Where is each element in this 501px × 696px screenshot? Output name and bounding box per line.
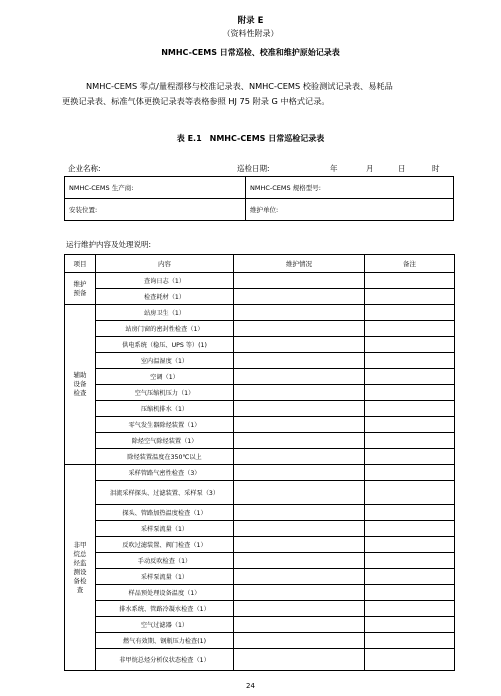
table-row	[65, 417, 455, 433]
table-row	[65, 601, 455, 617]
table-row	[65, 585, 455, 601]
appendix-label: 附录 E	[237, 16, 264, 26]
content-cell: 空气过滤器（1）	[96, 617, 234, 633]
remark-cell[interactable]	[365, 601, 455, 617]
date-hour: 时	[432, 164, 440, 173]
content-cell: 站房卫生（1）	[96, 305, 234, 321]
table-row	[65, 617, 455, 633]
content-cell: 站房门窗的密封性检查（1）	[96, 321, 234, 337]
intro-line-2: 更换记录表、标准气体更换记录表等表格参照 HJ 75 附录 G 中格式记录。	[62, 96, 330, 106]
remark-cell[interactable]	[365, 505, 455, 521]
table-row	[65, 505, 455, 521]
status-cell[interactable]	[234, 321, 365, 337]
table-row	[65, 569, 455, 585]
status-cell[interactable]	[234, 521, 365, 537]
content-cell: 空调（1）	[96, 369, 234, 385]
remark-cell[interactable]	[365, 417, 455, 433]
content-cell: 除烃空气除烃装置（1）	[96, 433, 234, 449]
manufacturer-cell[interactable]	[65, 177, 246, 199]
table-row	[65, 553, 455, 569]
table-row	[65, 521, 455, 537]
category-cell: 非甲 烷总 烃监 测设 备检 查	[65, 465, 96, 671]
inspection-table	[64, 254, 455, 671]
location-label: 安装位置:	[69, 206, 98, 214]
content-cell: 采样管路气密性检查（3）	[96, 465, 234, 481]
content-cell: 采样泵流量（1）	[96, 521, 234, 537]
table-row	[65, 537, 455, 553]
remark-cell[interactable]	[365, 273, 455, 289]
equipment-info-table	[64, 176, 454, 221]
status-cell[interactable]	[234, 633, 365, 649]
table-row	[65, 449, 455, 465]
maintainer-cell[interactable]	[246, 199, 454, 221]
table-row	[65, 369, 455, 385]
status-cell[interactable]	[234, 273, 365, 289]
remark-cell[interactable]	[365, 401, 455, 417]
category-cell: 辅助 设备 检查	[65, 305, 96, 465]
remark-cell[interactable]	[365, 465, 455, 481]
remark-cell[interactable]	[365, 481, 455, 505]
status-cell[interactable]	[234, 569, 365, 585]
remark-cell[interactable]	[365, 369, 455, 385]
column-header-content: 内容	[96, 255, 234, 273]
remark-cell[interactable]	[365, 321, 455, 337]
remark-cell[interactable]	[365, 353, 455, 369]
status-cell[interactable]	[234, 617, 365, 633]
content-cell: 采样泵流量（1）	[96, 569, 234, 585]
content-cell: 空气压缩机压力（1）	[96, 385, 234, 401]
intro-line-1: NMHC-CEMS 零点/量程漂移与校准记录表、NMHC-CEMS 校验测试记录表、易耗品	[86, 81, 393, 91]
status-cell[interactable]	[234, 369, 365, 385]
table-row	[65, 353, 455, 369]
column-header-remark: 备注	[365, 255, 455, 273]
content-cell: 燃气有效期、钢瓶压力检查(1)	[96, 633, 234, 649]
status-cell[interactable]	[234, 505, 365, 521]
content-cell: 零气发生器除烃装置（1）	[96, 417, 234, 433]
company-name-label: 企业名称:	[68, 164, 101, 173]
status-cell[interactable]	[234, 433, 365, 449]
table-row	[65, 633, 455, 649]
appendix-nature: （资料性附录）	[222, 29, 279, 38]
content-cell: 样品预处理设备温度（1）	[96, 585, 234, 601]
remark-cell[interactable]	[365, 649, 455, 671]
column-header-status: 维护情况	[234, 255, 365, 273]
table-row	[65, 465, 455, 481]
table-header-row	[65, 255, 455, 273]
date-day: 日	[398, 164, 406, 173]
content-cell: 查询日志（1）	[96, 273, 234, 289]
page-number: 24	[246, 682, 255, 690]
content-cell: 除烃装置温度在350℃以上	[96, 449, 234, 465]
table-row	[65, 649, 455, 671]
status-cell[interactable]	[234, 305, 365, 321]
remark-cell[interactable]	[365, 305, 455, 321]
content-cell: 供电系统（稳压、UPS 等）(1)	[96, 337, 234, 353]
status-cell[interactable]	[234, 353, 365, 369]
table-row	[65, 385, 455, 401]
remark-cell[interactable]	[365, 385, 455, 401]
content-cell: 探头、管路加热温度检查（1）	[96, 505, 234, 521]
status-cell[interactable]	[234, 385, 365, 401]
model-cell[interactable]	[246, 177, 454, 199]
content-cell: 压缩机排水（1）	[96, 401, 234, 417]
appendix-title: NMHC-CEMS 日常巡检、校准和维护原始记录表	[161, 48, 340, 57]
status-cell[interactable]	[234, 585, 365, 601]
status-cell[interactable]	[234, 537, 365, 553]
table-row	[65, 481, 455, 505]
remark-cell[interactable]	[365, 521, 455, 537]
remark-cell[interactable]	[365, 289, 455, 305]
remark-cell[interactable]	[365, 553, 455, 569]
status-cell[interactable]	[234, 601, 365, 617]
remark-cell[interactable]	[365, 633, 455, 649]
table-row	[65, 305, 455, 321]
table-row	[65, 321, 455, 337]
table-row	[65, 337, 455, 353]
remark-cell[interactable]	[365, 585, 455, 601]
table-caption: 表 E.1 NMHC-CEMS 日常巡检记录表	[176, 134, 325, 143]
location-cell[interactable]	[65, 199, 246, 221]
table-row	[65, 289, 455, 305]
status-cell[interactable]	[234, 481, 365, 505]
table-row	[65, 273, 455, 289]
date-year: 年	[330, 164, 338, 173]
status-cell[interactable]	[234, 417, 365, 433]
status-cell[interactable]	[234, 649, 365, 671]
remark-cell[interactable]	[365, 569, 455, 585]
maintainer-label: 维护单位:	[250, 206, 279, 214]
status-cell[interactable]	[234, 449, 365, 465]
table-row	[65, 433, 455, 449]
remark-cell[interactable]	[365, 449, 455, 465]
manufacturer-label: NMHC-CEMS 生产商:	[69, 184, 134, 192]
content-cell: 反吹过滤装置、阀门检查（1）	[96, 537, 234, 553]
status-cell[interactable]	[234, 553, 365, 569]
status-cell[interactable]	[234, 289, 365, 305]
remark-cell[interactable]	[365, 433, 455, 449]
date-month: 月	[366, 164, 374, 173]
content-cell: 手动反吹检查（1）	[96, 553, 234, 569]
remark-cell[interactable]	[365, 617, 455, 633]
content-cell: 检查耗材（1）	[96, 289, 234, 305]
remark-cell[interactable]	[365, 337, 455, 353]
inspection-date-label: 巡检日期:	[237, 164, 270, 173]
model-label: NMHC-CEMS 规格型号:	[250, 184, 321, 192]
remark-cell[interactable]	[365, 537, 455, 553]
operations-label: 运行维护内容及处理说明:	[66, 240, 152, 249]
content-cell: 非甲烷总烃分析仪状态检查（1）	[96, 649, 234, 671]
table-row	[65, 401, 455, 417]
content-cell: 排水系统、管路冷凝水检查（1）	[96, 601, 234, 617]
content-cell: 室内温湿度（1）	[96, 353, 234, 369]
category-cell: 维护 预备	[65, 273, 96, 305]
column-header-item: 项目	[65, 255, 96, 273]
status-cell[interactable]	[234, 401, 365, 417]
status-cell[interactable]	[234, 465, 365, 481]
status-cell[interactable]	[234, 337, 365, 353]
content-cell: 泪流采样探头、过滤装置、采样泵（3）	[96, 481, 234, 505]
